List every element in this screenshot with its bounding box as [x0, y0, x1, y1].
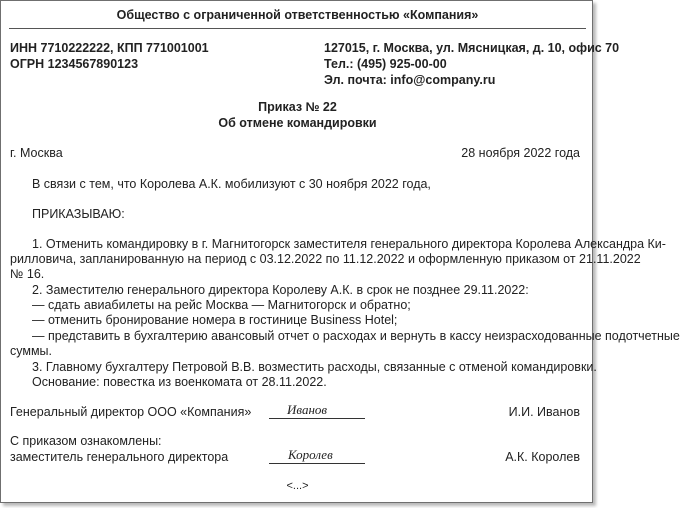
deputy-name: А.К. Королев: [505, 450, 580, 464]
ogrn: ОГРН 1234567890123: [10, 57, 139, 71]
order-number: Приказ № 22: [258, 100, 337, 114]
director-name: И.И. Иванов: [508, 405, 580, 419]
footer-ellipsis: <...>: [286, 480, 309, 492]
basis-text: Основание: повестка из военкомата от 28.11.2022.: [32, 375, 327, 389]
order-date: 28 ноября 2022 года: [461, 146, 580, 160]
deputy-signature-line: [269, 463, 365, 464]
company-address: 127015, г. Москва, ул. Мясницкая, д. 10, офис 70: [324, 41, 620, 55]
item-2-sub-1: — сдать авиабилеты на рейс Москва — Магнитогорск и обратно;: [32, 298, 411, 312]
acknowledged-label: С приказом ознакомлены:: [10, 434, 162, 448]
header-divider: [9, 28, 586, 29]
intro-text: В связи с тем, что Королева А.К. мобилизуют с 30 ноября 2022 года,: [32, 177, 431, 191]
item-1-line-1: 1. Отменить командировку в г. Магнитогорск заместителя генерального директора Королева Александра Ки-: [32, 237, 666, 251]
company-phone: Тел.: (495) 925-00-00: [324, 57, 447, 71]
item-2-sub-3-line-2: суммы.: [10, 344, 53, 358]
item-2-line-1: 2. Заместителю генерального директора Королеву А.К. в срок не позднее 29.11.2022:: [32, 283, 529, 297]
deputy-title: заместитель генерального директора: [10, 450, 229, 464]
item-2-sub-3-line-1: — представить в бухгалтерию авансовый отчет о расходах и вернуть в кассу неизрасходованные подотчетные: [32, 329, 680, 343]
order-word: ПРИКАЗЫВАЮ:: [32, 207, 125, 221]
director-signature-line: [269, 418, 365, 419]
item-2-sub-2: — отменить бронирование номера в гостинице Business Hotel;: [32, 313, 398, 327]
item-1-line-2: рилловича, запланированную на период с 03.12.2022 по 11.12.2022 и оформленную приказом от 21.11.2022: [10, 252, 641, 266]
company-name: Общество с ограниченной ответственностью «Компания»: [116, 8, 479, 22]
order-city: г. Москва: [10, 146, 63, 160]
order-subject: Об отмене командировки: [218, 116, 377, 130]
item-3: 3. Главному бухгалтеру Петровой В.В. возместить расходы, связанные с отменой командировки.: [32, 360, 597, 374]
inn-kpp: ИНН 7710222222, КПП 771001001: [10, 41, 209, 55]
company-email: Эл. почта: info@company.ru: [324, 73, 496, 87]
director-title: Генеральный директор ООО «Компания»: [10, 405, 252, 419]
deputy-signature: Королев: [288, 447, 333, 462]
item-1-line-3: № 16.: [10, 267, 45, 281]
director-signature: Иванов: [287, 402, 328, 417]
